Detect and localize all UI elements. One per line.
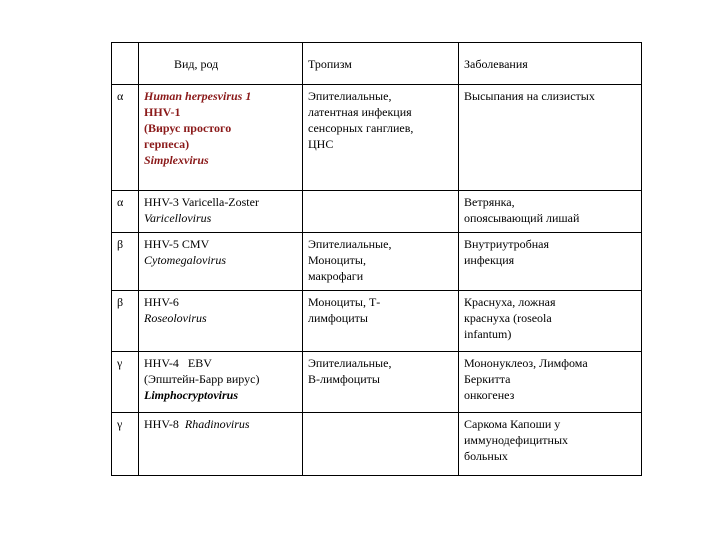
diseases-cell: Краснуха, ложная краснуха (roseola infantum) [459,291,642,352]
tropism-cell: Эпителиальные, В-лимфоциты [303,352,459,413]
tropism-cell [303,413,459,476]
species-cell: HHV-6 Roseolovirus [139,291,303,352]
tropism-cell: Эпителиальные, латентная инфекция сенсорных ганглиев, ЦНС [303,85,459,191]
species-cell: HHV-5 CMV Cytomegalovirus [139,233,303,291]
subfamily-cell: α [112,85,139,191]
subfamily-cell: γ [112,413,139,476]
table-row [112,233,642,291]
header-tropism: Тропизм [303,43,459,85]
table-row [112,352,642,413]
species-cell: HHV-4 EBV (Эпштейн-Барр вирус) Limphocryptovirus [139,352,303,413]
diseases-cell: Внутриутробная инфекция [459,233,642,291]
table-row [112,291,642,352]
species-cell: HHV-8 Rhadinovirus [139,413,303,476]
diseases-cell: Высыпания на слизистых [459,85,642,191]
herpesvirus-table [111,42,642,476]
header-diseases: Заболевания [459,43,642,85]
diseases-cell: Мононуклеоз, Лимфома Беркитта онкогенез [459,352,642,413]
subfamily-cell: α [112,191,139,233]
diseases-cell: Ветрянка, опоясывающий лишай [459,191,642,233]
species-cell: Human herpesvirus 1 HHV-1 (Вирус простого герпеса) Simplexvirus [139,85,303,191]
species-cell: HHV-3 Varicella-Zoster Varicellovirus [139,191,303,233]
tropism-cell: Моноциты, Т- лимфоциты [303,291,459,352]
subfamily-cell: γ [112,352,139,413]
subfamily-cell: β [112,233,139,291]
header-row [112,43,642,85]
table-row [112,413,642,476]
header-subfamily [112,43,139,85]
table-row [112,191,642,233]
tropism-cell: Эпителиальные, Моноциты, макрофаги [303,233,459,291]
diseases-cell: Саркома Капоши у иммунодефицитных больных [459,413,642,476]
tropism-cell [303,191,459,233]
subfamily-cell: β [112,291,139,352]
header-species-genus: Вид, род [139,43,303,85]
table-row [112,85,642,191]
